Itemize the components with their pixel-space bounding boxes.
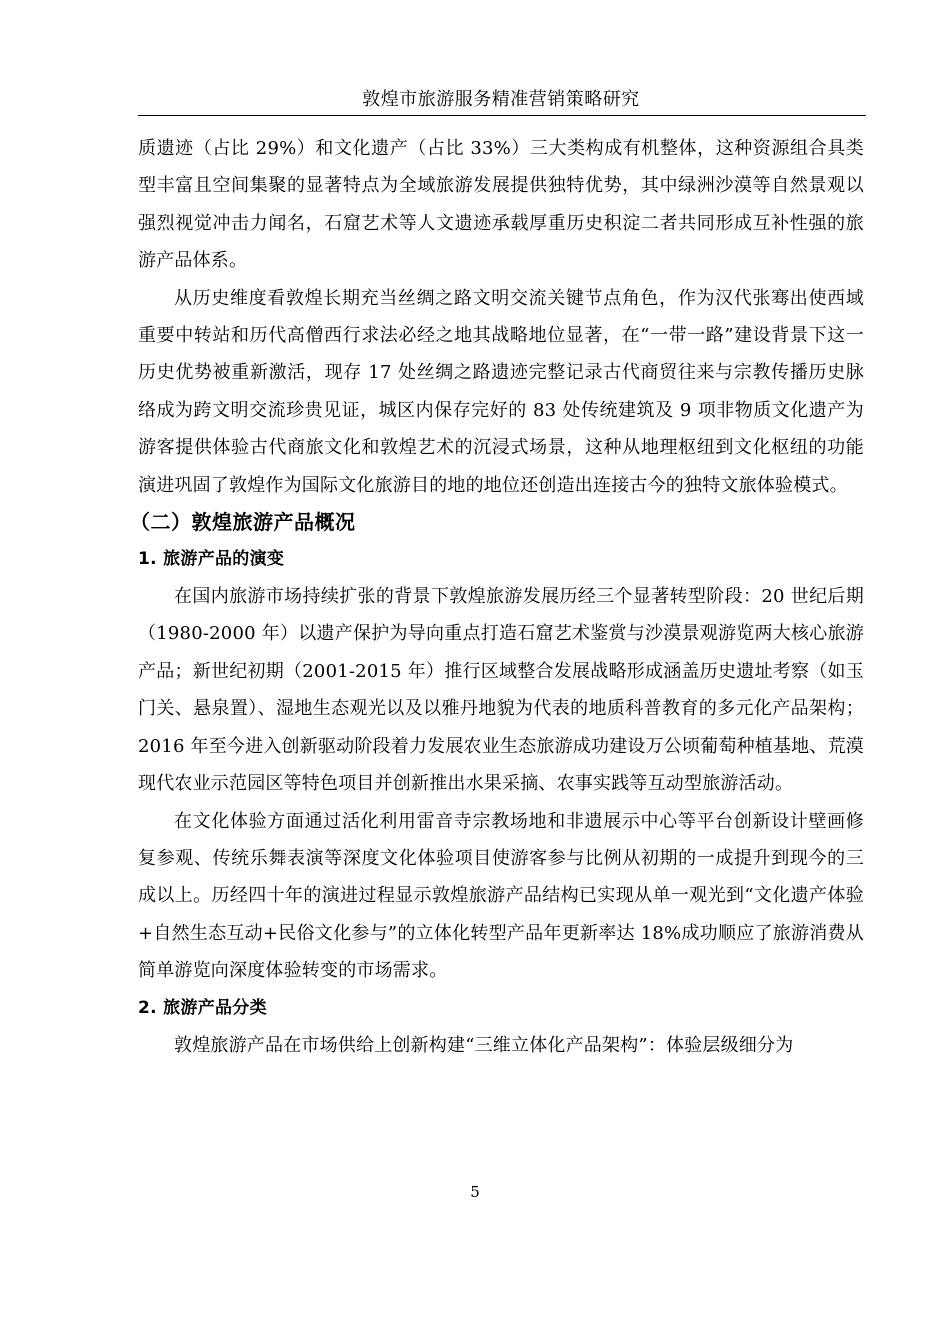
paragraph-history: 从历史维度看敦煌长期充当丝绸之路文明交流关键节点角色，作为汉代张骞出使西域重要中转站和历代高僧西行求法必经之地其战略地位显著，在“一带一路”建设背景下这一历史优势被重新激活，现存 17 处丝绸之路遗迹完整记录古代商贸往来与宗教传播历史脉络成为跨文明交流珍贵见证，城区内保存完好的 83 处传统建筑及 9 项非物质文化遗产为游客提供体验古代商旅文化和敦煌艺术的沉浸式场景，这种从地理枢纽到文化枢纽的功能演进巩固了敦煌作为国际文化旅游目的地的地位还创造出连接古今的独特文旅体验模式。 (138, 287, 864, 496)
paragraph-culture: 在文化体验方面通过活化利用雷音寺宗教场地和非遗展示中心等平台创新设计壁画修复参观、传统乐舞表演等深度文化体验项目使游客参与比例从初期的一成提升到现今的三成以上。历经四十年的演进过程显示敦煌旅游产品结构已实现从单一观光到“文化遗产体验+自然生态互动+民俗文化参与”的立体化转型产品年更新率达 18%成功顺应了旅游消费从简单游览向深度体验转变的市场需求。 (138, 810, 864, 982)
header-rule (138, 115, 866, 116)
section-heading: （二）敦煌旅游产品概况 (130, 510, 356, 535)
paragraph-continued: 质遗迹（占比 29%）和文化遗产（占比 33%）三大类构成有机整体，这种资源组合具类型丰富且空间集聚的显著特点为全域旅游发展提供独特优势，其中绿洲沙漠等自然景观以强烈视觉冲击力闻名，石窟艺术等人文遗迹承载厚重历史积淀二者共同形成互补性强的旅游产品体系。 (138, 138, 864, 272)
subsection-heading-evolution: 1. 旅游产品的演变 (138, 549, 285, 570)
body-text (130, 130, 864, 1064)
subsection-heading-classification: 2. 旅游产品分类 (138, 997, 267, 1018)
running-header: 敦煌市旅游服务精准营销策略研究 (362, 89, 640, 110)
paragraph-evolution: 在国内旅游市场持续扩张的背景下敦煌旅游发展历经三个显著转型阶段：20 世纪后期（1980-2000 年）以遗产保护为导向重点打造石窟艺术鉴赏与沙漠景观游览两大核心旅游产品；新世纪初期（2001-2015 年）推行区域整合发展战略形成涵盖历史遗址考察（如玉门关、悬泉置）、湿地生态观光以及以雅丹地貌为代表的地质科普教育的多元化产品架构；2016 年至今进入创新驱动阶段着力发展农业生态旅游成功建设万公顷葡萄种植基地、荒漠现代农业示范园区等特色项目并创新推出水果采摘、农事实践等互动型旅游活动。 (138, 586, 864, 795)
paragraph-classification: 敦煌旅游产品在市场供给上创新构建“三维立体化产品架构”：体验层级细分为 (174, 1034, 794, 1056)
page-number: 5 (470, 1183, 480, 1201)
